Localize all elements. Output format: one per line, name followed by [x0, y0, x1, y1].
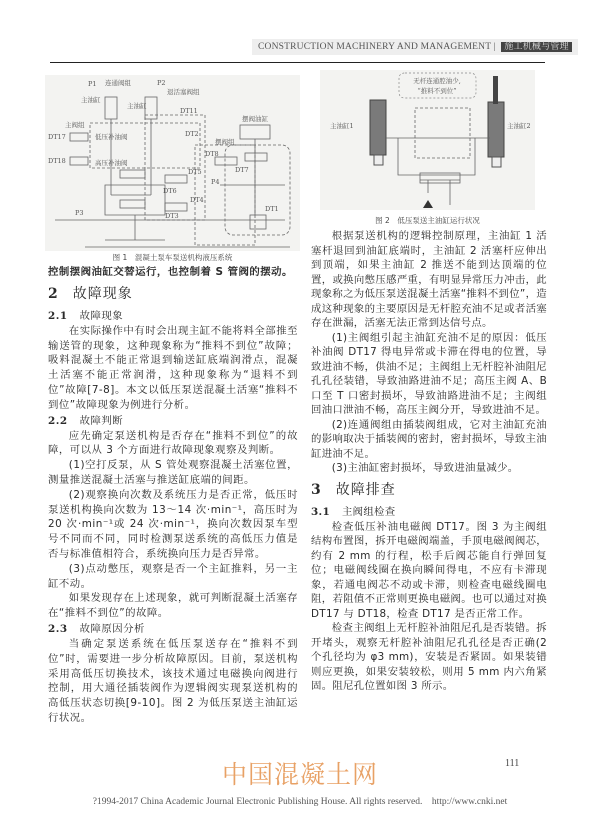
- fig1-label: 主阀组: [65, 121, 85, 129]
- watermark: 中国混凝土网: [221, 760, 378, 789]
- fig1-label: P1: [88, 80, 97, 88]
- paragraph: (2)连通阀组由插装阀组成，它对主油缸充油的影响取决于插装阀的密封，密封损坏，导致主油缸进油不足。: [311, 418, 547, 460]
- fig1-label: DT6: [163, 187, 177, 195]
- subsection-title: 主阀组检查: [341, 505, 396, 518]
- journal-name-cn: 施工机械与管理: [501, 42, 571, 52]
- paragraph: 在实际操作中有时会出现主缸不能将料全部推至输送管的现象，这种现象称为“推料不到位”故障；吸料混凝土不能正常退到输送缸底端润滑点，混凝土活塞不能正常润滑，这种现象称为“退料不到位”故障[7-8]。本文以低压泵送混凝土活塞“推料不到位”故障现象为例进行分析。: [48, 324, 298, 411]
- fig2-callout-line1: 无杆连通腔油少,: [413, 77, 461, 85]
- header-rule: [50, 62, 545, 63]
- paragraph: 当确定泵送系统在低压泵送存在“推料不到位”时，需要进一步分析故障原因。目前，泵送机构采用高低压切换技术，该技术通过电磁换向阀进行控制，用大通径插装阀作为逻辑阀实现泵送机构的高低压状态切换[9-10]。图 2 为低压泵送主油缸运行状况。: [48, 637, 298, 724]
- section-title: 故障现象: [72, 285, 133, 302]
- section-number: 2: [48, 285, 59, 302]
- fig1-label: 主油缸: [81, 96, 101, 104]
- figure-1-hydraulic-diagram: [45, 75, 300, 251]
- running-header: [252, 39, 578, 55]
- section-heading-3: [311, 480, 547, 500]
- fig1-label: DT11: [180, 107, 198, 115]
- fig2-left-cylinder-label: 主油缸1: [330, 122, 354, 130]
- paragraph: (1)主阀组引起主油缸充油不足的原因：低压补油阀 DT17 得电异常或卡滞在得电的位置，导致进油不畅，供油不足；主阀组上无杆腔补油阻尼孔孔径装错，导致油路进油不足；高压主阀 A、B 口至 T 口密封损坏，导致油路进油不足；主阀组回油口泄油不畅，高压主阀分开，导致进油不足。: [311, 331, 547, 416]
- subsection-title: 故障判断: [79, 414, 124, 427]
- fig1-label: DT3: [165, 212, 179, 220]
- page-number: 111: [505, 758, 520, 769]
- fig1-label: 摆阀组: [215, 138, 235, 146]
- paragraph: (1)空打反泵，从 S 管处观察混凝土活塞位置，测量推送混凝土活塞与推送缸底端的间距。: [48, 459, 298, 486]
- subsection-number: 2.3: [48, 622, 68, 635]
- figure-1-caption: 图 1 混凝土泵车泵送机构液压系统: [112, 253, 233, 262]
- right-column: [311, 229, 547, 694]
- fig1-label: DT2: [185, 130, 199, 138]
- fig1-label: 摆阀油缸: [242, 115, 268, 123]
- journal-name: CONSTRUCTION MACHINERY AND MANAGEMENT: [258, 42, 492, 52]
- paragraph: (3)主油缸密封损坏，导致进油量减少。: [331, 462, 519, 474]
- section-heading-2: [48, 284, 298, 304]
- fig1-label: 高压补油阀: [95, 159, 128, 167]
- fig2-right-cylinder-label: 主油缸2: [507, 122, 531, 130]
- fig1-label: DT7: [235, 166, 249, 174]
- paragraph: 应先确定泵送机构是否存在“推料不到位”的故障，可以从 3 个方面进行故障现象观察及判断。: [48, 429, 298, 457]
- section-number: 3: [311, 481, 322, 498]
- fig1-label: 连通阀组: [105, 79, 131, 87]
- left-column: [48, 265, 298, 726]
- fig1-label: DT5: [188, 168, 202, 176]
- subsection-heading-2-1: [48, 308, 298, 324]
- header-separator: |: [493, 42, 496, 52]
- fig1-label: DT17: [48, 133, 66, 141]
- fig1-label: DT4: [190, 196, 204, 204]
- paragraph: 控制摆阀油缸交替运行，也控制着 S 管阀的摆动。: [48, 266, 293, 278]
- fig1-label: DT8: [205, 150, 219, 158]
- subsection-number: 3.1: [311, 505, 330, 518]
- fig1-label: 主油缸: [127, 102, 147, 110]
- fig1-label: 退活塞阀组: [167, 88, 200, 96]
- paragraph: 检查主阀组上无杆腔补油阻尼孔是否装错。拆开堵头，观察无杆腔补油阻尼孔孔径是否正确(2 个孔径均为 φ3 mm)，安装是否紧固。如果装错则应更换，如果安装较松，则用 5 mm 内六角紧固。阻尼孔位置如图 3 所示。: [311, 622, 547, 692]
- fig1-label: P4: [211, 178, 220, 186]
- fig1-label: 低压补油阀: [95, 133, 128, 141]
- paragraph: 根据泵送机构的逻辑控制原理，主油缸 1 活塞杆退回到油缸底端时，主油缸 2 活塞杆应伸出到顶端，如果主油缸 2 推送不能到达顶端的位置，或换向憋压感严重，有明显异常压力冲击，此现象称之为低压泵送混凝土活塞“推料不到位”，造成这种现象的主要原因是无杆腔充油不足或者活塞存在泄漏，活塞无法正常到达信号点。: [311, 230, 547, 329]
- subsection-number: 2.2: [48, 414, 68, 427]
- section-title: 故障排查: [335, 481, 396, 498]
- subsection-heading-3-1: [311, 504, 547, 520]
- fig2-callout-line2: “推料不到位”: [417, 87, 457, 95]
- figure-2-cylinder-diagram: [320, 70, 535, 210]
- subsection-title: 故障原因分析: [79, 622, 145, 635]
- paragraph: 如果发现存在上述现象，就可判断混凝土活塞存在“推料不到位”的故障。: [48, 592, 298, 620]
- figure-2-caption: 图 2 低压泵送主油缸运行状况: [375, 216, 480, 225]
- paragraph: (3)点动憋压，观察是否一个主缸推料，另一主缸不动。: [48, 562, 298, 590]
- subsection-heading-2-3: [48, 621, 298, 637]
- subsection-heading-2-2: [48, 413, 298, 429]
- fig1-label: DT18: [48, 157, 66, 165]
- fig1-label: P2: [157, 79, 166, 87]
- paragraph: 检查低压补油电磁阀 DT17。图 3 为主阀组结构布置图，拆开电磁阀端盖，手顶电磁阀阀芯，约有 2 mm 的行程，松手后阀芯能自行弹回复位；电磁阀线圈在换向瞬间得电，不应有卡滞现象，若通电阀芯不动或卡滞，则检查电磁线圈电阻，若阻值不正常则更换电磁阀。也可以通过对换 DT17 与 DT18，检查 DT17 是否正常工作。: [311, 520, 547, 620]
- fig1-label: P3: [75, 209, 84, 217]
- subsection-number: 2.1: [48, 309, 68, 322]
- subsection-title: 故障现象: [79, 309, 124, 322]
- paragraph: (2)观察换向次数及系统压力是否正常，低压时泵送机构换向次数为 13～14 次·min⁻¹，高压时为 20 次·min⁻¹或 24 次·min⁻¹，换向次数因泵车型号不同而不同，同时检测泵送系统的高低压力值是否与标准值相符合，系统换向压力是否异常。: [48, 488, 298, 560]
- copyright-footer: ?1994-2017 China Academic Journal Electronic Publishing House. All rights reserved. http://www.cnki.net: [92, 797, 508, 807]
- fig1-label: DT1: [265, 205, 279, 213]
